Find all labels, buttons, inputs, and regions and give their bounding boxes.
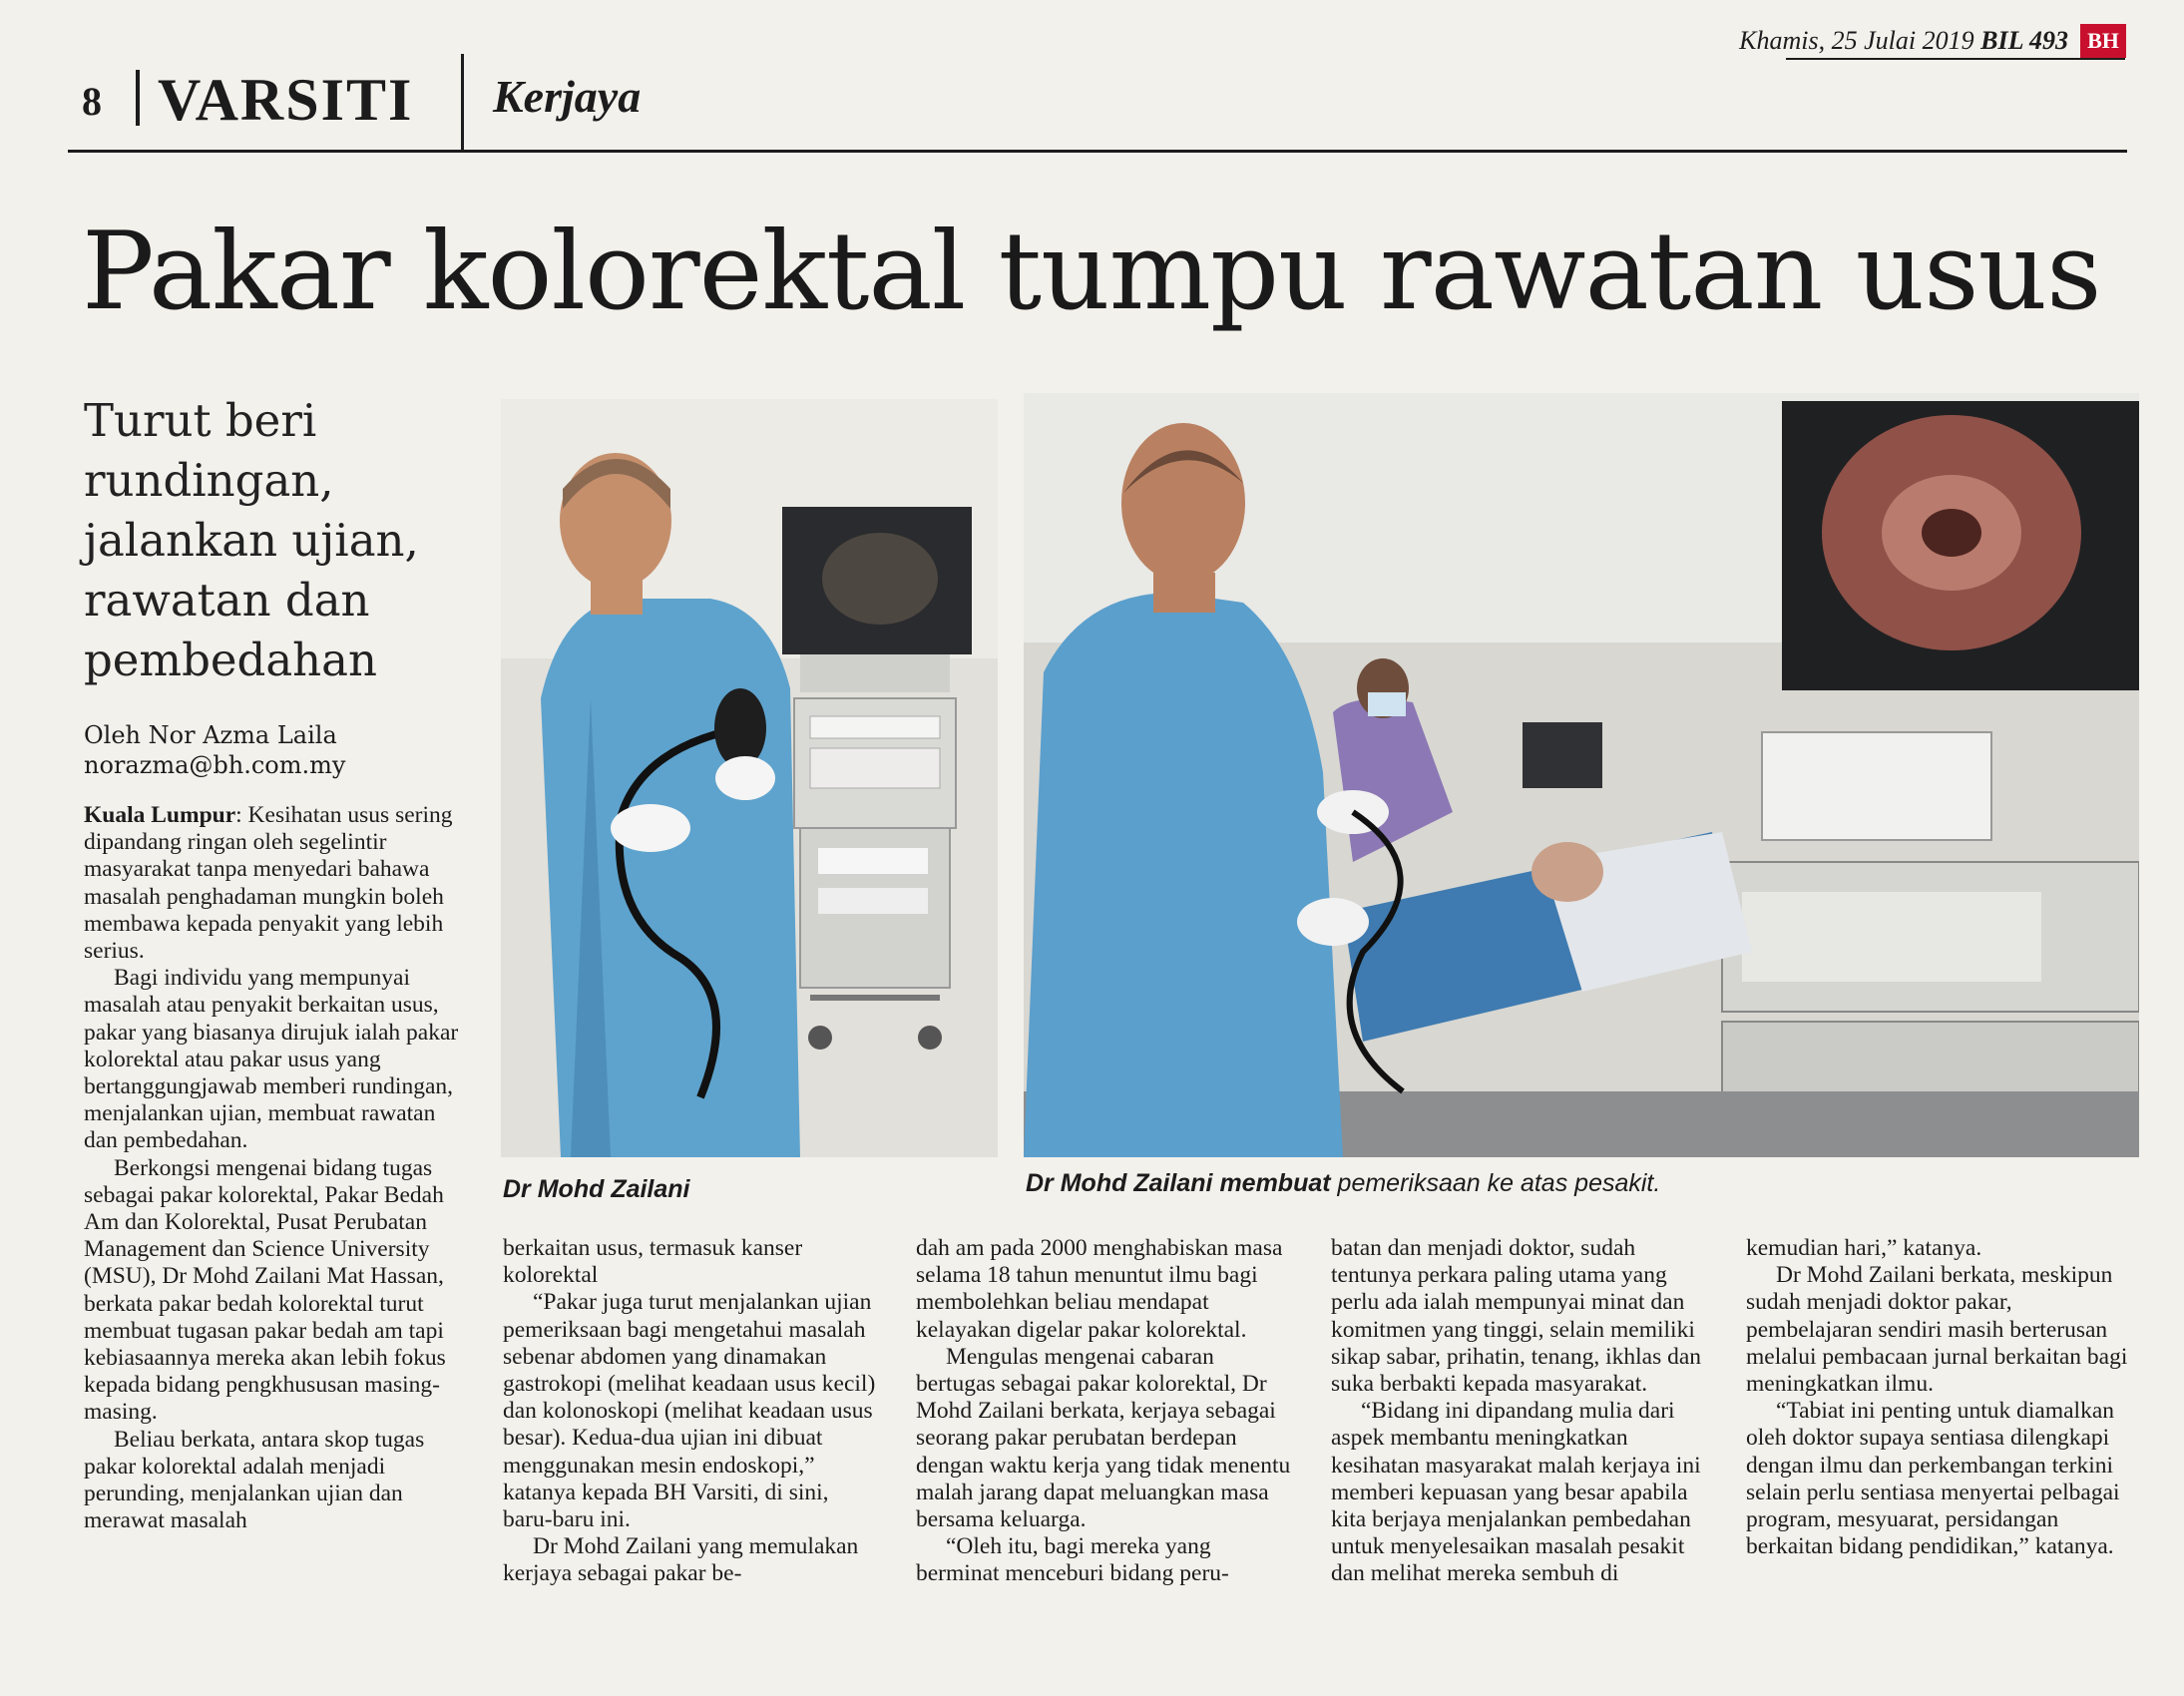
paragraph: Mengulas mengenai cabaran bertugas sebagai pakar kolorektal, Dr Mohd Zailani berkata, kerjaya sebagai seorang pakar perubatan berdepan dengan waktu kerja yang tidak menentu malah jarang dapat meluangkan masa bersama keluarga.: [916, 1343, 1291, 1533]
section-title: VARSITI: [158, 67, 414, 133]
deck-line: Turut beri: [84, 394, 317, 447]
article-column-2: [503, 1235, 882, 1588]
masthead-divider: [136, 70, 140, 126]
page-number: 8: [82, 79, 102, 124]
paragraph: “Tabiat ini penting untuk diamalkan oleh doktor supaya sentiasa dilengkapi dengan ilmu dan perkembangan terkini selain perlu sentiasa menyertai pelbagai program, mesyuarat, persidangan berkaitan bidang pendidikan,” katanya.: [1746, 1398, 2120, 1560]
dateline: [1739, 26, 2068, 56]
masthead-divider: [461, 54, 464, 150]
paragraph: Kuala Lumpur: Kesihatan usus sering dipandang ringan oleh segelintir masyarakat tanpa menyedari bahawa masalah penghadaman mungkin boleh membawa kepada penyakit yang lebih serius.: [84, 802, 453, 965]
paragraph: berkaitan usus, termasuk kanser kolorektal: [503, 1235, 803, 1289]
paragraph: batan dan menjadi doktor, sudah tentunya perkara paling utama yang perlu ada ialah mempunyai minat dan komitmen yang tinggi, selain memiliki sikap sabar, prihatin, tenang, ikhlas dan suka berbakti kepada masyarakat.: [1331, 1235, 1702, 1398]
deck-line: jalankan ujian,: [84, 514, 419, 567]
paragraph: kemudian hari,” katanya.: [1746, 1235, 1982, 1261]
photo-dr-zailani: [501, 399, 998, 1157]
author-email[interactable]: norazma@bh.com.my: [84, 751, 346, 779]
deck: [84, 391, 453, 690]
paragraph: Dr Mohd Zailani berkata, meskipun sudah menjadi doktor pakar, pembelajaran sendiri masih berterusan melalui pembacaan jurnal berkaitan bagi meningkatkan ilmu.: [1746, 1262, 2128, 1398]
paragraph: Berkongsi mengenai bidang tugas sebagai pakar kolorektal, Pakar Bedah Am dan Kolorektal, Pusat Perubatan Management dan Science University (MSU), Dr Mohd Zailani Mat Hassan, berkata pakar bedah kolorektal turut membuat tugasan pakar bedah am tapi kebiasaannya mereka akan lebih fokus kepada bidang pengkhususan masing-masing.: [84, 1154, 446, 1426]
article-column-4: [1331, 1235, 1710, 1588]
deck-line: rundingan,: [84, 454, 334, 507]
byline: [84, 720, 345, 780]
deck-line: rawatan dan: [84, 574, 370, 627]
photo-caption-right: Dr Mohd Zailani membuat pemeriksaan ke atas pesakit.: [1026, 1169, 1661, 1197]
paragraph: Dr Mohd Zailani yang memulakan kerjaya sebagai pakar be-: [503, 1533, 859, 1587]
deck-line: pembedahan: [84, 634, 377, 686]
bh-logo: BH: [2080, 24, 2126, 58]
photo-examination: [1024, 393, 2139, 1157]
photo-illustration: [1024, 393, 2139, 1157]
masthead-rule: [68, 150, 2127, 153]
paragraph: Bagi individu yang mempunyai masalah atau penyakit berkaitan usus, pakar yang biasanya dirujuk ialah pakar kolorektal atau pakar usus yang bertanggungjawab memberi rundingan, menjalankan ujian, membuat rawatan dan pembedahan.: [84, 965, 459, 1154]
paragraph: “Bidang ini dipandang mulia dari aspek membantu meningkatkan kesihatan masyarakat malah kerjaya ini memberi kepuasan yang besar apabila kita berjaya menjalankan pembedahan untuk menyelesaikan masalah pesakit dan melihat mereka sembuh di: [1331, 1398, 1701, 1587]
photo-caption-left: Dr Mohd Zailani: [503, 1175, 690, 1203]
article-column-3: [916, 1235, 1295, 1588]
headline: Pakar kolorektal tumpu rawatan usus: [82, 210, 2101, 334]
photo-illustration: [501, 399, 998, 1157]
paragraph: dah am pada 2000 menghabiskan masa selama 18 tahun menuntut ilmu bagi membolehkan beliau mendapat kelayakan digelar pakar kolorektal.: [916, 1235, 1283, 1343]
paragraph: “Pakar juga turut menjalankan ujian pemeriksaan bagi mengetahui masalah sebenar abdomen yang dinamakan gastrokopi (melihat keadaan usus kecil) dan kolonoskopi (melihat keadaan usus besar). Kedua-dua ujian ini dibuat menggunakan mesin endoskopi,” katanya kepada BH Varsiti, di sini, baru-baru ini.: [503, 1289, 876, 1533]
dateline-place: Kuala Lumpur: [84, 802, 236, 828]
issue-date: Khamis, 25 Julai 2019: [1739, 26, 1974, 55]
paragraph: “Oleh itu, bagi mereka yang berminat menceburi bidang peru-: [916, 1533, 1229, 1587]
paragraph: Beliau berkata, antara skop tugas pakar kolorektal adalah menjadi perunding, menjalankan ujian dan merawat masalah: [84, 1426, 425, 1534]
author: Oleh Nor Azma Laila: [84, 721, 337, 749]
top-rule: [1786, 58, 2125, 60]
article-column-1: [84, 802, 475, 1534]
subsection-title: Kerjaya: [493, 71, 642, 122]
article-column-5: [1746, 1235, 2129, 1560]
issue-number: BIL 493: [1980, 26, 2068, 55]
